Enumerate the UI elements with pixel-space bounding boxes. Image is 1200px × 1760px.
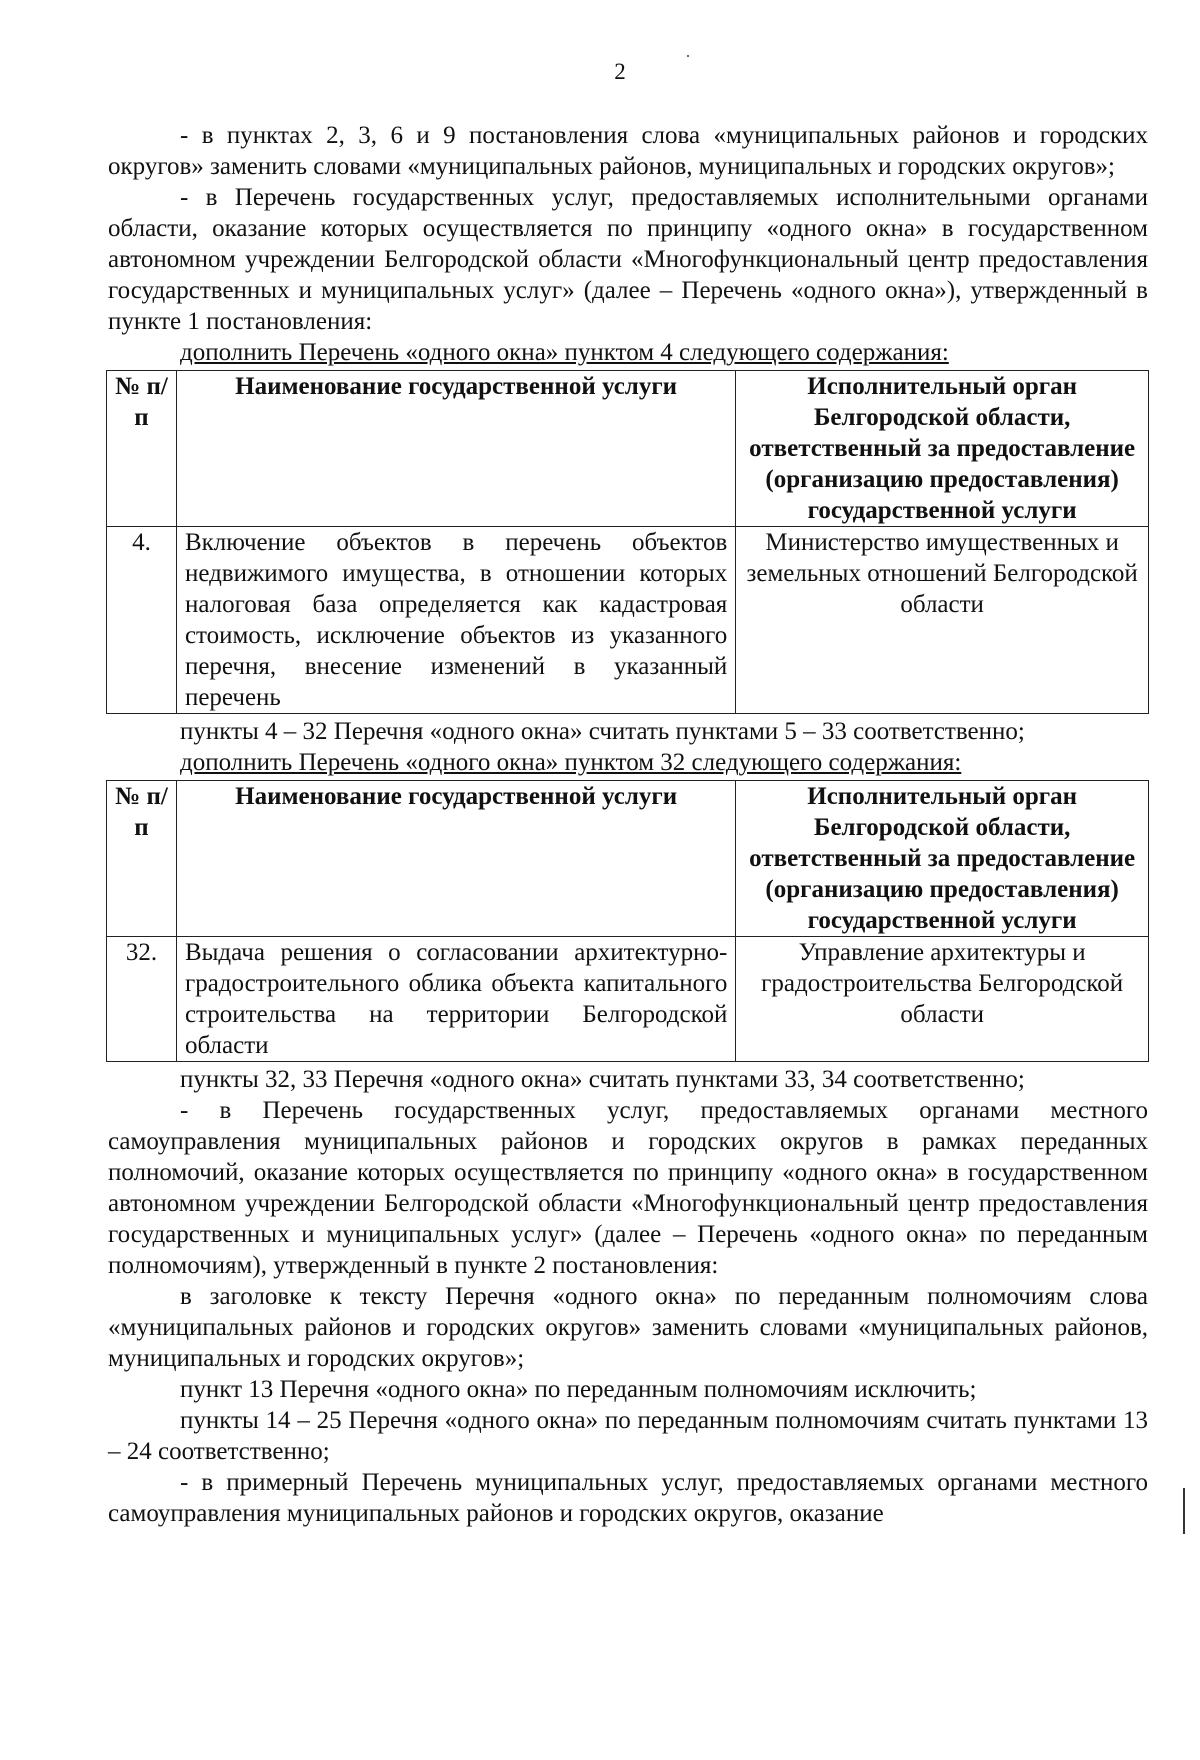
scan-dot [687, 55, 689, 57]
row-responsible-org: Министерство имущественных и земельных отношений Белгородской области [736, 527, 1149, 714]
header-num: № п/п [107, 781, 177, 937]
row-num: 4. [107, 527, 177, 714]
paragraph-top-2: - в Перечень государственных услуг, предоставляемых исполнительными органами области, оказание которых осуществляется по принципу «одного окна» в государственном автономном учреждении Белгородской области «Многофункциональный центр предоставления государственных и муниципальных услуг» (далее – Перечень «одного окна»), утвержденный в пункте 1 постановления: [108, 184, 1148, 335]
header-name: Наименование государственной услуги [176, 781, 735, 937]
paragraph-bottom-5: пункты 14 – 25 Перечня «одного окна» по переданным полномочиям считать пунктами 13 – 24 соответственно; [108, 1407, 1148, 1465]
services-table-item-32 [106, 780, 1149, 1062]
row-service-name: Включение объектов в перечень объектов недвижимого имущества, в отношении которых налоговая база определяется как кадастровая стоимость, исключение объектов из указанного перечня, внесение изменений в указанный перечень [176, 527, 735, 714]
table-row [107, 527, 1149, 714]
table-header-row [107, 371, 1149, 527]
paragraph-bottom-6: - в примерный Перечень муниципальных услуг, предоставляемых органами местного самоуправления муниципальных районов и городских округов, оказание [108, 1469, 1148, 1527]
page-number: 2 [614, 59, 626, 84]
paragraph-top-1: - в пунктах 2, 3, 6 и 9 постановления слова «муниципальных районов и городских округов» заменить словами «муниципальных районов, муниципальных и городских округов»; [108, 122, 1148, 180]
paragraph-bottom-3: в заголовке к тексту Перечня «одного окна» по переданным полномочиям слова «муниципальных районов и городских округов» заменить словами «муниципальных районов, муниципальных и городских округов»; [108, 1283, 1148, 1372]
header-num: № п/п [107, 371, 177, 527]
header-org: Исполнительный орган Белгородской области, ответственный за предоставление (организацию предоставления) государственной услуги [736, 781, 1149, 937]
paragraph-bottom-2: - в Перечень государственных услуг, предоставляемых органами местного самоуправления муниципальных районов и городских округов в рамках переданных полномочий, оказание которых осуществляется по принципу «одного окна» в государственном автономном учреждении Белгородской области «Многофункциональный центр предоставления государственных и муниципальных услуг» (далее – Перечень «одного окна» по переданным полномочиям), утвержденный в пункте 2 постановления: [108, 1097, 1148, 1279]
paragraph-mid-2: дополнить Перечень «одного окна» пунктом 32 следующего содержания: [180, 749, 962, 776]
row-responsible-org: Управление архитектуры и градостроительства Белгородской области [736, 937, 1149, 1062]
row-service-name: Выдача решения о согласовании архитектурно-градостроительного облика объекта капитального строительства на территории Белгородской области [176, 937, 735, 1062]
scan-margin-mark [1183, 1488, 1185, 1534]
document-body [108, 120, 1148, 1529]
table-row [107, 937, 1149, 1062]
table-header-row [107, 781, 1149, 937]
header-name: Наименование государственной услуги [176, 371, 735, 527]
paragraph-bottom-4: пункт 13 Перечня «одного окна» по переданным полномочиям исключить; [180, 1376, 977, 1403]
paragraph-bottom-1: пункты 32, 33 Перечня «одного окна» считать пунктами 33, 34 соответственно; [180, 1066, 1025, 1093]
row-num: 32. [107, 937, 177, 1062]
services-table-item-4 [106, 370, 1149, 714]
paragraph-top-3: дополнить Перечень «одного окна» пунктом 4 следующего содержания: [180, 339, 949, 366]
header-org: Исполнительный орган Белгородской области, ответственный за предоставление (организацию предоставления) государственной услуги [736, 371, 1149, 527]
paragraph-mid-1: пункты 4 – 32 Перечня «одного окна» считать пунктами 5 – 33 соответственно; [180, 718, 1025, 745]
